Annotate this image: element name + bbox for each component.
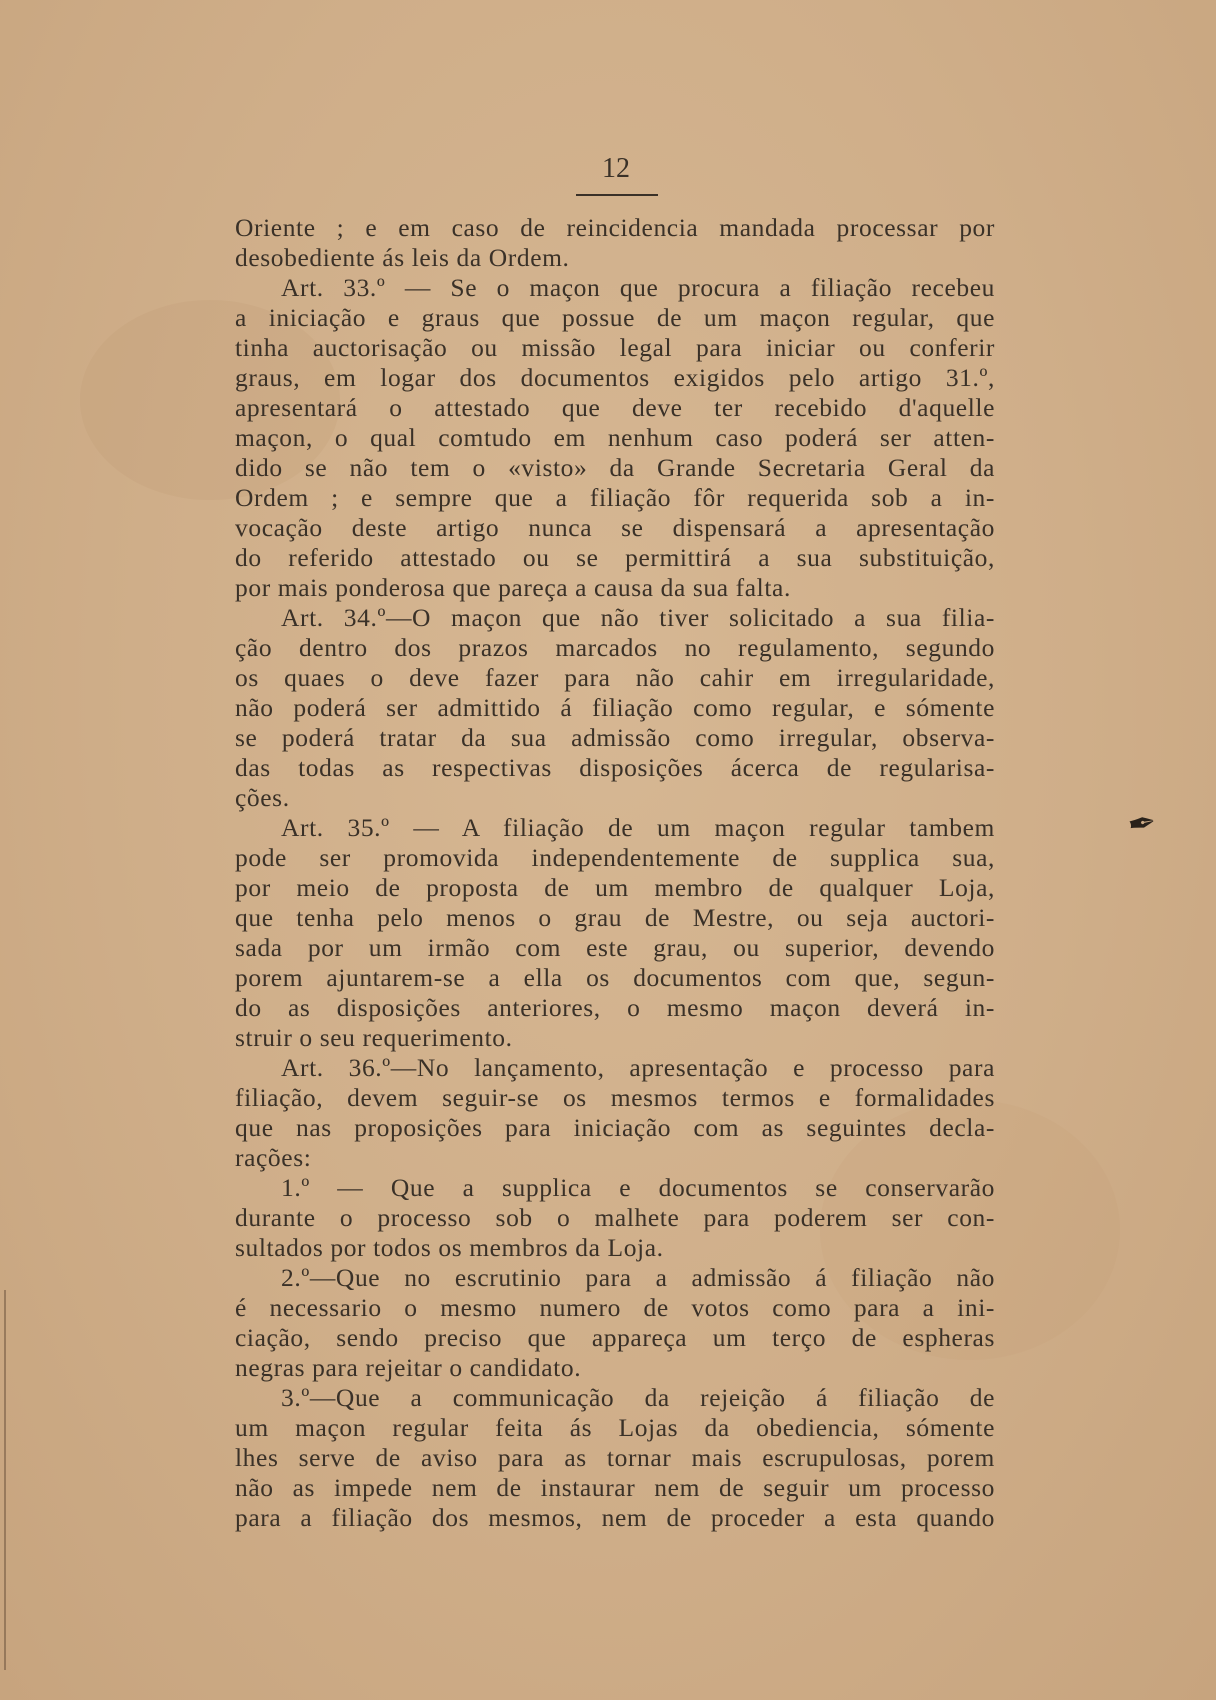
text-line: para a filiação dos mesmos, nem de proceder a esta quando <box>235 1503 995 1532</box>
text-line: filiação, devem seguir-se os mesmos termos e formalidades <box>235 1083 995 1112</box>
margin-pointer-mark: ✒ <box>1124 803 1160 846</box>
text-line: do referido attestado ou se permittirá a sua substituição, <box>235 543 995 572</box>
text-line: desobediente ás leis da Ordem. <box>235 243 570 272</box>
text-line: 1.º — Que a supplica e documentos se conservarão <box>281 1173 995 1202</box>
text-line: graus, em logar dos documentos exigidos pelo artigo 31.º, <box>235 363 995 392</box>
text-line: do as disposições anteriores, o mesmo maçon deverá in- <box>235 993 995 1022</box>
text-line: que nas proposições para iniciação com as seguintes decla- <box>235 1113 995 1142</box>
text-line: não as impede nem de instaurar nem de seguir um processo <box>235 1473 995 1502</box>
text-line: durante o processo sob o malhete para poderem ser con- <box>235 1203 995 1232</box>
text-line: a iniciação e graus que possue de um maçon regular, que <box>235 303 995 332</box>
text-line: struir o seu requerimento. <box>235 1023 513 1052</box>
text-line: por mais ponderosa que pareça a causa da sua falta. <box>235 573 791 602</box>
text-line: Art. 36.º—No lançamento, apresentação e processo para <box>281 1053 995 1082</box>
text-line: Art. 34.º—O maçon que não tiver solicitado a sua filia- <box>281 603 995 632</box>
text-line: Art. 35.º — A filiação de um maçon regular tambem <box>281 813 995 842</box>
page-number: 12 <box>602 153 630 184</box>
text-line: 2.º—Que no escrutinio para a admissão á filiação não <box>281 1263 995 1292</box>
text-line: sada por um irmão com este grau, ou superior, devendo <box>235 933 995 962</box>
page-edge-mark <box>4 1290 6 1670</box>
text-line: se poderá tratar da sua admissão como irregular, observa- <box>235 723 995 752</box>
text-line: rações: <box>235 1143 312 1172</box>
body-text <box>235 213 995 1533</box>
text-line: Oriente ; e em caso de reincidencia mandada processar por <box>235 213 995 242</box>
text-line: lhes serve de aviso para as tornar mais escrupulosas, porem <box>235 1443 995 1472</box>
text-line: um maçon regular feita ás Lojas da obediencia, sómente <box>235 1413 995 1442</box>
text-line: 3.º—Que a communicação da rejeição á filiação de <box>281 1383 995 1412</box>
text-line: tinha auctorisação ou missão legal para iniciar ou conferir <box>235 333 995 362</box>
text-line: das todas as respectivas disposições ácerca de regularisa- <box>235 753 995 782</box>
text-line: maçon, o qual comtudo em nenhum caso poderá ser atten- <box>235 423 995 452</box>
text-line: por meio de proposta de um membro de qualquer Loja, <box>235 873 995 902</box>
text-line: não poderá ser admittido á filiação como regular, e sómente <box>235 693 995 722</box>
page-number-rule <box>576 194 658 196</box>
text-line: que tenha pelo menos o grau de Mestre, ou seja auctori- <box>235 903 995 932</box>
text-line: Art. 33.º — Se o maçon que procura a filiação recebeu <box>281 273 995 302</box>
text-line: os quaes o deve fazer para não cahir em irregularidade, <box>235 663 995 692</box>
text-line: vocação deste artigo nunca se dispensará a apresentação <box>235 513 995 542</box>
text-line: porem ajuntarem-se a ella os documentos com que, segun- <box>235 963 995 992</box>
text-line: Ordem ; e sempre que a filiação fôr requerida sob a in- <box>235 483 995 512</box>
text-line: dido se não tem o «visto» da Grande Secretaria Geral da <box>235 453 995 482</box>
text-line: pode ser promovida independentemente de supplica sua, <box>235 843 995 872</box>
text-line: ções. <box>235 783 290 812</box>
text-line: é necessario o mesmo numero de votos como para a ini- <box>235 1293 995 1322</box>
text-line: sultados por todos os membros da Loja. <box>235 1233 664 1262</box>
text-line: ção dentro dos prazos marcados no regulamento, segundo <box>235 633 995 662</box>
text-line: ciação, sendo preciso que appareça um terço de espheras <box>235 1323 995 1352</box>
text-line: negras para rejeitar o candidato. <box>235 1353 582 1382</box>
text-line: apresentará o attestado que deve ter recebido d'aquelle <box>235 393 995 422</box>
